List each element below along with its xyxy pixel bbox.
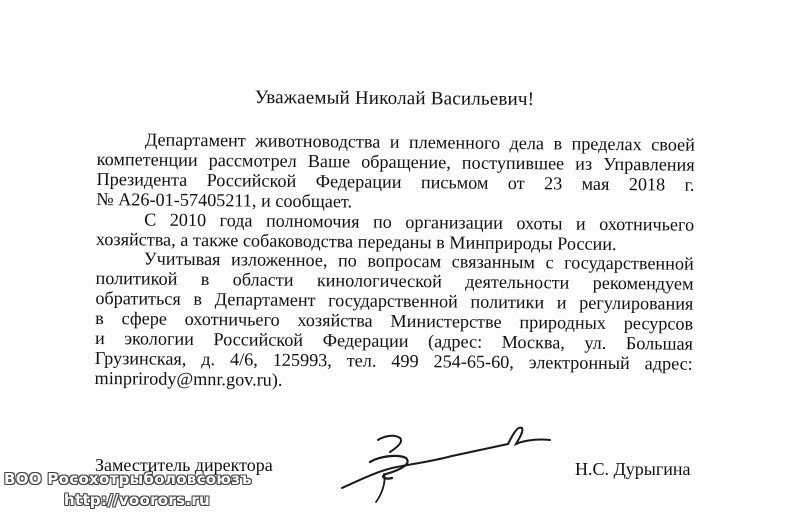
watermark-org: ВОО Росохотрыболовсоюзъ xyxy=(4,470,252,488)
letter-body xyxy=(95,130,695,395)
text-line: компетенции рассмотрел Ваше обращение, поступившее из Управления xyxy=(96,148,695,175)
text-line: обратиться в Департамент государственной политики и регулирования xyxy=(95,288,694,314)
text-line: Департамент животноводства и племенного дела в пределах своей xyxy=(144,129,695,155)
text-line: Президента Российской Федерации письмом от 23 мая 2018 г. xyxy=(96,168,695,195)
text-line: Учитывая изложенное, по вопросам связанным с государственной xyxy=(143,248,694,275)
text-line: и экологии Российской Федерации (адрес: Москва, ул. Большая xyxy=(94,328,694,354)
text-line: в сфере охотничьего хозяйства Министерстве природных ресурсов xyxy=(95,308,694,334)
text-line: С 2010 года полномочия по организации охоты и охотничьего xyxy=(144,209,695,235)
signatory-position: Заместитель директора xyxy=(95,455,273,475)
text-line: хозяйства, а также собаководства переданы в Минприроды России. xyxy=(95,228,617,254)
text-line: № А26-01-57405211, и сообщает. xyxy=(96,188,353,212)
text-line: политикой в области кинологической деятельности рекомендуем xyxy=(95,268,694,295)
watermark-url: http://voorors.ru xyxy=(64,491,211,509)
letter-salutation: Уважаемый Николай Васильевич! xyxy=(254,87,535,110)
signatory-name: Н.С. Дурыгина xyxy=(575,459,691,479)
handwritten-signature xyxy=(340,418,560,508)
text-line: Грузинская, д. 4/6, 125993, тел. 499 254-65-60, электронный адрес: xyxy=(94,347,693,374)
text-line: minprirody@mnr.gov.ru). xyxy=(94,367,283,390)
site-watermark xyxy=(4,469,252,511)
